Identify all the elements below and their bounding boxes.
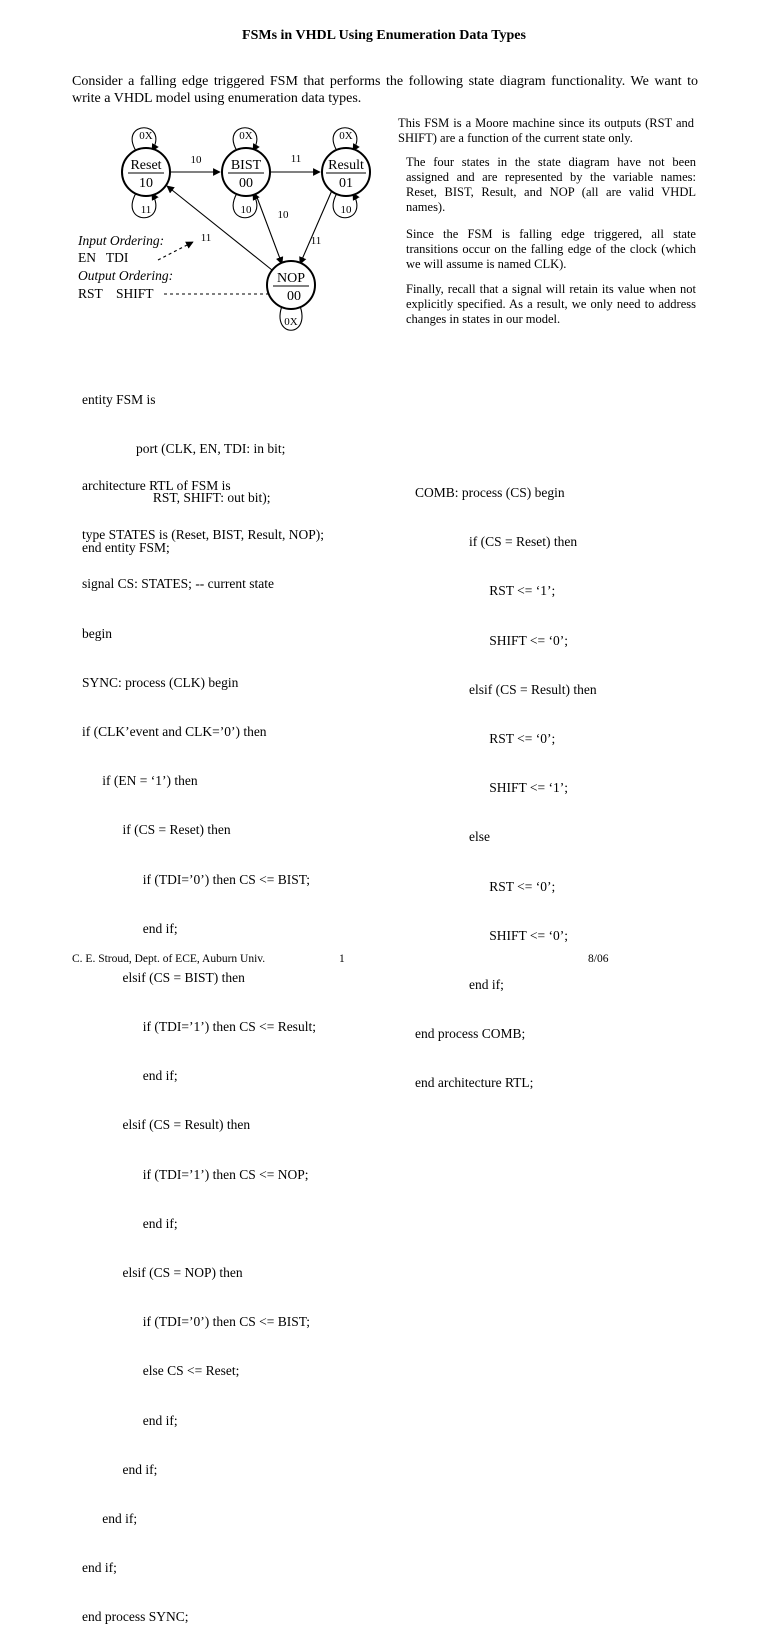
code-line: end if; <box>82 1560 117 1576</box>
state-output: 00 <box>239 176 253 191</box>
transition-label: 10 <box>277 209 289 221</box>
code-line: end architecture RTL; <box>415 1075 534 1091</box>
code-line: end process COMB; <box>415 1026 526 1042</box>
code-line: elsif (CS = Result) then <box>415 681 597 697</box>
state-name: Result <box>328 158 364 173</box>
code-line: else CS <= Reset; <box>82 1363 240 1379</box>
code-line: end if; <box>82 1068 178 1084</box>
intro-paragraph: Consider a falling edge triggered FSM that performs the following state diagram functionality. We want to write a VHDL model using enumeration data types. <box>72 74 698 106</box>
code-line: RST, SHIFT: out bit); <box>82 490 271 506</box>
code-line: end entity FSM; <box>82 539 170 555</box>
code-line: type STATES is (Reset, BIST, Result, NOP); <box>82 527 325 543</box>
architecture-code-block <box>82 445 324 1642</box>
side-paragraph: Finally, recall that a signal will retain its value when not explicitly specified. As a result, we only need to address changes in states in our model. <box>406 282 696 326</box>
loop-label: 11 <box>140 204 152 216</box>
code-line: if (CS = Reset) then <box>415 534 578 550</box>
code-line: SHIFT <= ‘0’; <box>415 632 568 648</box>
code-line: RST <= ‘0’; <box>415 878 556 894</box>
code-line: entity FSM is <box>82 392 156 407</box>
code-line: SHIFT <= ‘1’; <box>415 780 568 796</box>
input-ordering: EN TDI <box>78 250 129 265</box>
code-line: COMB: process (CS) begin <box>415 485 565 500</box>
code-line: if (TDI=’1’) then CS <= NOP; <box>82 1166 309 1182</box>
page-title: FSMs in VHDL Using Enumeration Data Types <box>242 28 526 43</box>
output-ordering-label: Output Ordering: <box>78 268 174 283</box>
result-to-nop-arrow <box>300 188 333 264</box>
code-line: if (TDI=’0’) then CS <= BIST; <box>82 871 310 887</box>
footer-date: 8/06 <box>588 953 609 965</box>
loop-label: 0X <box>339 130 353 142</box>
code-line: port (CLK, EN, TDI: in bit; <box>82 441 286 457</box>
state-output: 01 <box>339 176 353 191</box>
side-paragraph: The four states in the state diagram have not been assigned and are represented by the variable names: Reset, BIST, Result, and NOP (all are valid VHDL names). <box>406 155 696 214</box>
loop-label: 0X <box>284 316 298 328</box>
nop-to-reset-arrow <box>167 186 272 270</box>
code-line: RST <= ‘1’; <box>415 583 556 599</box>
state-name: NOP <box>276 271 306 286</box>
footer-author: C. E. Stroud, Dept. of ECE, Auburn Univ. <box>72 953 266 965</box>
transition-label: 11 <box>310 235 322 247</box>
code-line: end process SYNC; <box>82 1609 189 1625</box>
state-name: BIST <box>230 158 262 173</box>
state-diagram <box>70 112 395 344</box>
code-line: if (TDI=’1’) then CS <= Result; <box>82 1019 316 1035</box>
side-paragraph: Since the FSM is falling edge triggered, all state transitions occur on the falling edge of the clock (which we will assume is named CLK). <box>406 227 696 271</box>
output-ordering: RST SHIFT <box>78 286 154 301</box>
state-name: Reset <box>130 158 162 173</box>
code-line: SHIFT <= ‘0’; <box>415 927 568 943</box>
code-line: else <box>415 829 490 845</box>
loop-label: 10 <box>240 204 252 216</box>
transition-label: 11 <box>290 153 302 165</box>
code-line: elsif (CS = NOP) then <box>82 1265 243 1280</box>
bist-to-nop-arrow <box>255 192 282 264</box>
transition-label: 10 <box>190 154 202 166</box>
footer-page-number: 1 <box>339 953 345 965</box>
code-line: end if; <box>82 920 178 936</box>
transition-label: 11 <box>200 232 212 244</box>
code-line: if (TDI=’0’) then CS <= BIST; <box>82 1314 310 1330</box>
code-line: if (EN = ‘1’) then <box>82 773 198 789</box>
code-line: end if; <box>82 1461 158 1477</box>
code-line: end if; <box>82 1510 138 1526</box>
code-line: elsif (CS = Result) then <box>82 1117 251 1133</box>
state-output: 10 <box>139 176 153 191</box>
code-line: if (CLK’event and CLK=’0’) then <box>82 723 267 739</box>
loop-label: 10 <box>340 204 352 216</box>
code-line: architecture RTL of FSM is <box>82 478 231 493</box>
code-line: end if; <box>82 1215 178 1231</box>
loop-label: 0X <box>239 130 253 142</box>
code-line: begin <box>82 625 112 641</box>
code-line: elsif (CS = BIST) then <box>82 969 245 985</box>
code-line: end if; <box>415 976 504 992</box>
code-line: signal CS: STATES; -- current state <box>82 576 275 592</box>
code-line: SYNC: process (CLK) begin <box>82 674 239 690</box>
side-paragraph: This FSM is a Moore machine since its outputs (RST and SHIFT) are a function of the current state only. <box>398 116 694 145</box>
comb-process-code-block <box>415 452 597 1107</box>
code-line: RST <= ‘0’; <box>415 730 556 746</box>
state-output: 00 <box>287 289 301 304</box>
code-line: if (CS = Reset) then <box>82 822 231 838</box>
code-line: end if; <box>82 1412 178 1428</box>
loop-label: 0X <box>139 130 153 142</box>
input-ordering-label: Input Ordering: <box>78 233 165 248</box>
